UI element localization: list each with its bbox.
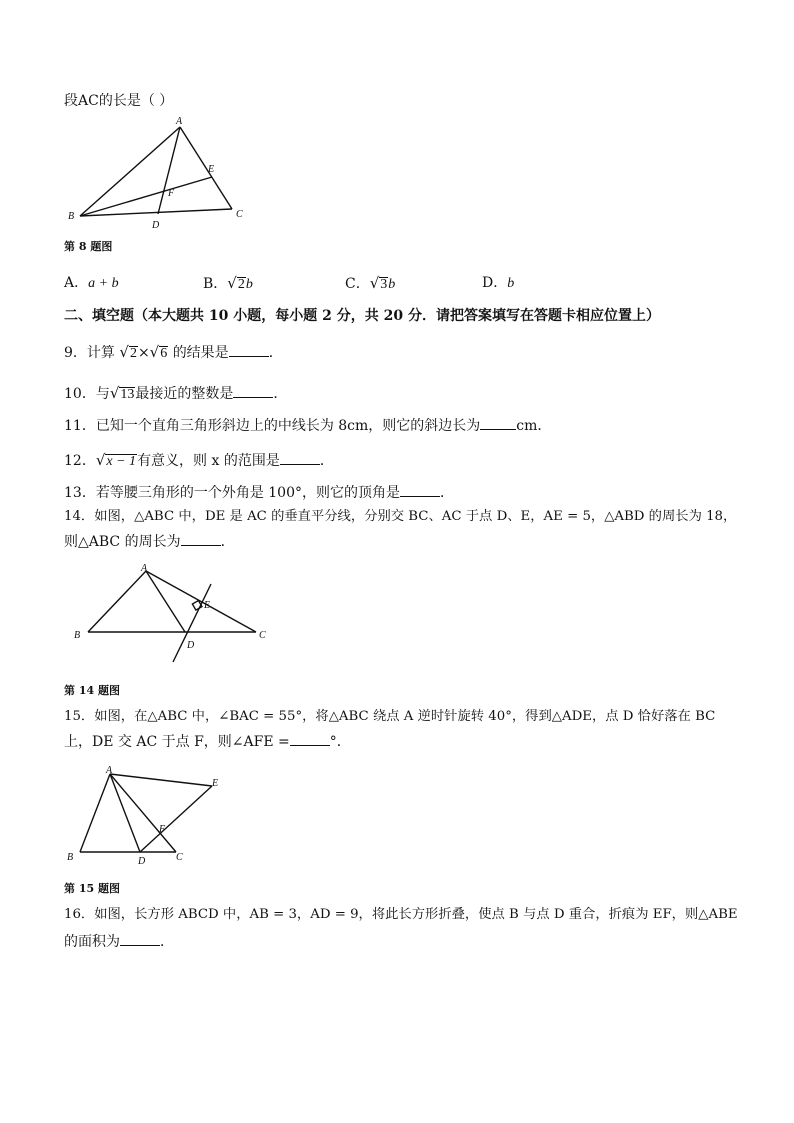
q11-answer-blank[interactable] — [480, 416, 516, 430]
q14-figure-caption: 第 14 题图 — [64, 684, 120, 697]
q14-label-e: E — [204, 600, 211, 611]
q15-label-f: F — [159, 824, 166, 835]
q15-label-a: A — [106, 765, 113, 776]
q8-label-b: B — [68, 211, 75, 222]
q14-label-c: C — [259, 630, 266, 641]
q15-label-c: C — [176, 852, 183, 863]
q8-option-c: C．√3b — [345, 274, 396, 292]
q15-label-d: D — [138, 856, 146, 867]
q15-line1: 15．如图，在△ABC 中，∠BAC = 55°，将△ABC 绕点 A 逆时针旋转 40°，得到△ADE，点 D 恰好落在 BC — [64, 709, 716, 724]
q8-label-c: C — [236, 209, 243, 220]
q13-answer-blank[interactable] — [400, 483, 440, 497]
q8-figure-caption: 第 8 题图 — [64, 240, 113, 253]
q14-label-b: B — [74, 630, 81, 641]
q15-figure-caption: 第 15 题图 — [64, 882, 120, 895]
section2-heading: 二、填空题（本大题共 10 小题，每小题 2 分，共 20 分．请把答案填写在答题卡相应位置上） — [64, 308, 660, 324]
q15-answer-blank[interactable] — [290, 732, 330, 746]
q10: 10．与√13最接近的整数是 ． — [64, 384, 288, 402]
q8-option-b: B．√2b — [203, 274, 253, 292]
q15-figure — [64, 764, 234, 869]
q8-option-a: A．a + b — [64, 275, 119, 291]
q14-answer-blank[interactable] — [181, 532, 221, 546]
q15-label-b: B — [67, 852, 74, 863]
q9: 9．计算 √2×√6 的结果是 ． — [64, 343, 283, 361]
q14-label-d: D — [187, 640, 195, 651]
q16-line1: 16．如图，长方形 ABCD 中，AB = 3，AD = 9，将此长方形折叠，使点 B 与点 D 重合，折痕为 EF，则△ABE — [64, 907, 738, 922]
q15-line2: 上，DE 交 AC 于点 F，则∠AFE = °． — [64, 734, 351, 750]
q14-figure — [70, 562, 280, 672]
q16-line2: 的面积为 ． — [64, 934, 174, 950]
q13: 13．若等腰三角形的一个外角是 100°，则它的顶角是 ． — [64, 485, 454, 501]
q15-label-e: E — [212, 778, 219, 789]
q14-label-a: A — [141, 563, 148, 574]
q8-label-e: E — [208, 164, 215, 175]
q14-line1: 14．如图，△ABC 中，DE 是 AC 的垂直平分线，分别交 BC、AC 于点 D、E，AE = 5，△ABD 的周长为 18， — [64, 509, 737, 524]
q10-answer-blank[interactable] — [233, 384, 273, 398]
q9-answer-blank[interactable] — [229, 343, 269, 357]
q11: 11．已知一个直角三角形斜边上的中线长为 8cm，则它的斜边长为 cm． — [64, 418, 552, 434]
q8-option-d: D．b — [482, 275, 515, 291]
q8-label-a: A — [176, 116, 183, 127]
q16-answer-blank[interactable] — [120, 932, 160, 946]
q8-label-d: D — [152, 220, 160, 231]
q12: 12．√x − 1有意义，则 x 的范围是 ． — [64, 451, 334, 469]
q8-label-f: F — [168, 188, 175, 199]
q8-figure — [62, 112, 262, 237]
q12-answer-blank[interactable] — [280, 451, 320, 465]
q14-line2: 则△ABC 的周长为 ． — [64, 534, 235, 550]
q8-stem-tail: 段AC的长是（ ） — [64, 93, 174, 109]
